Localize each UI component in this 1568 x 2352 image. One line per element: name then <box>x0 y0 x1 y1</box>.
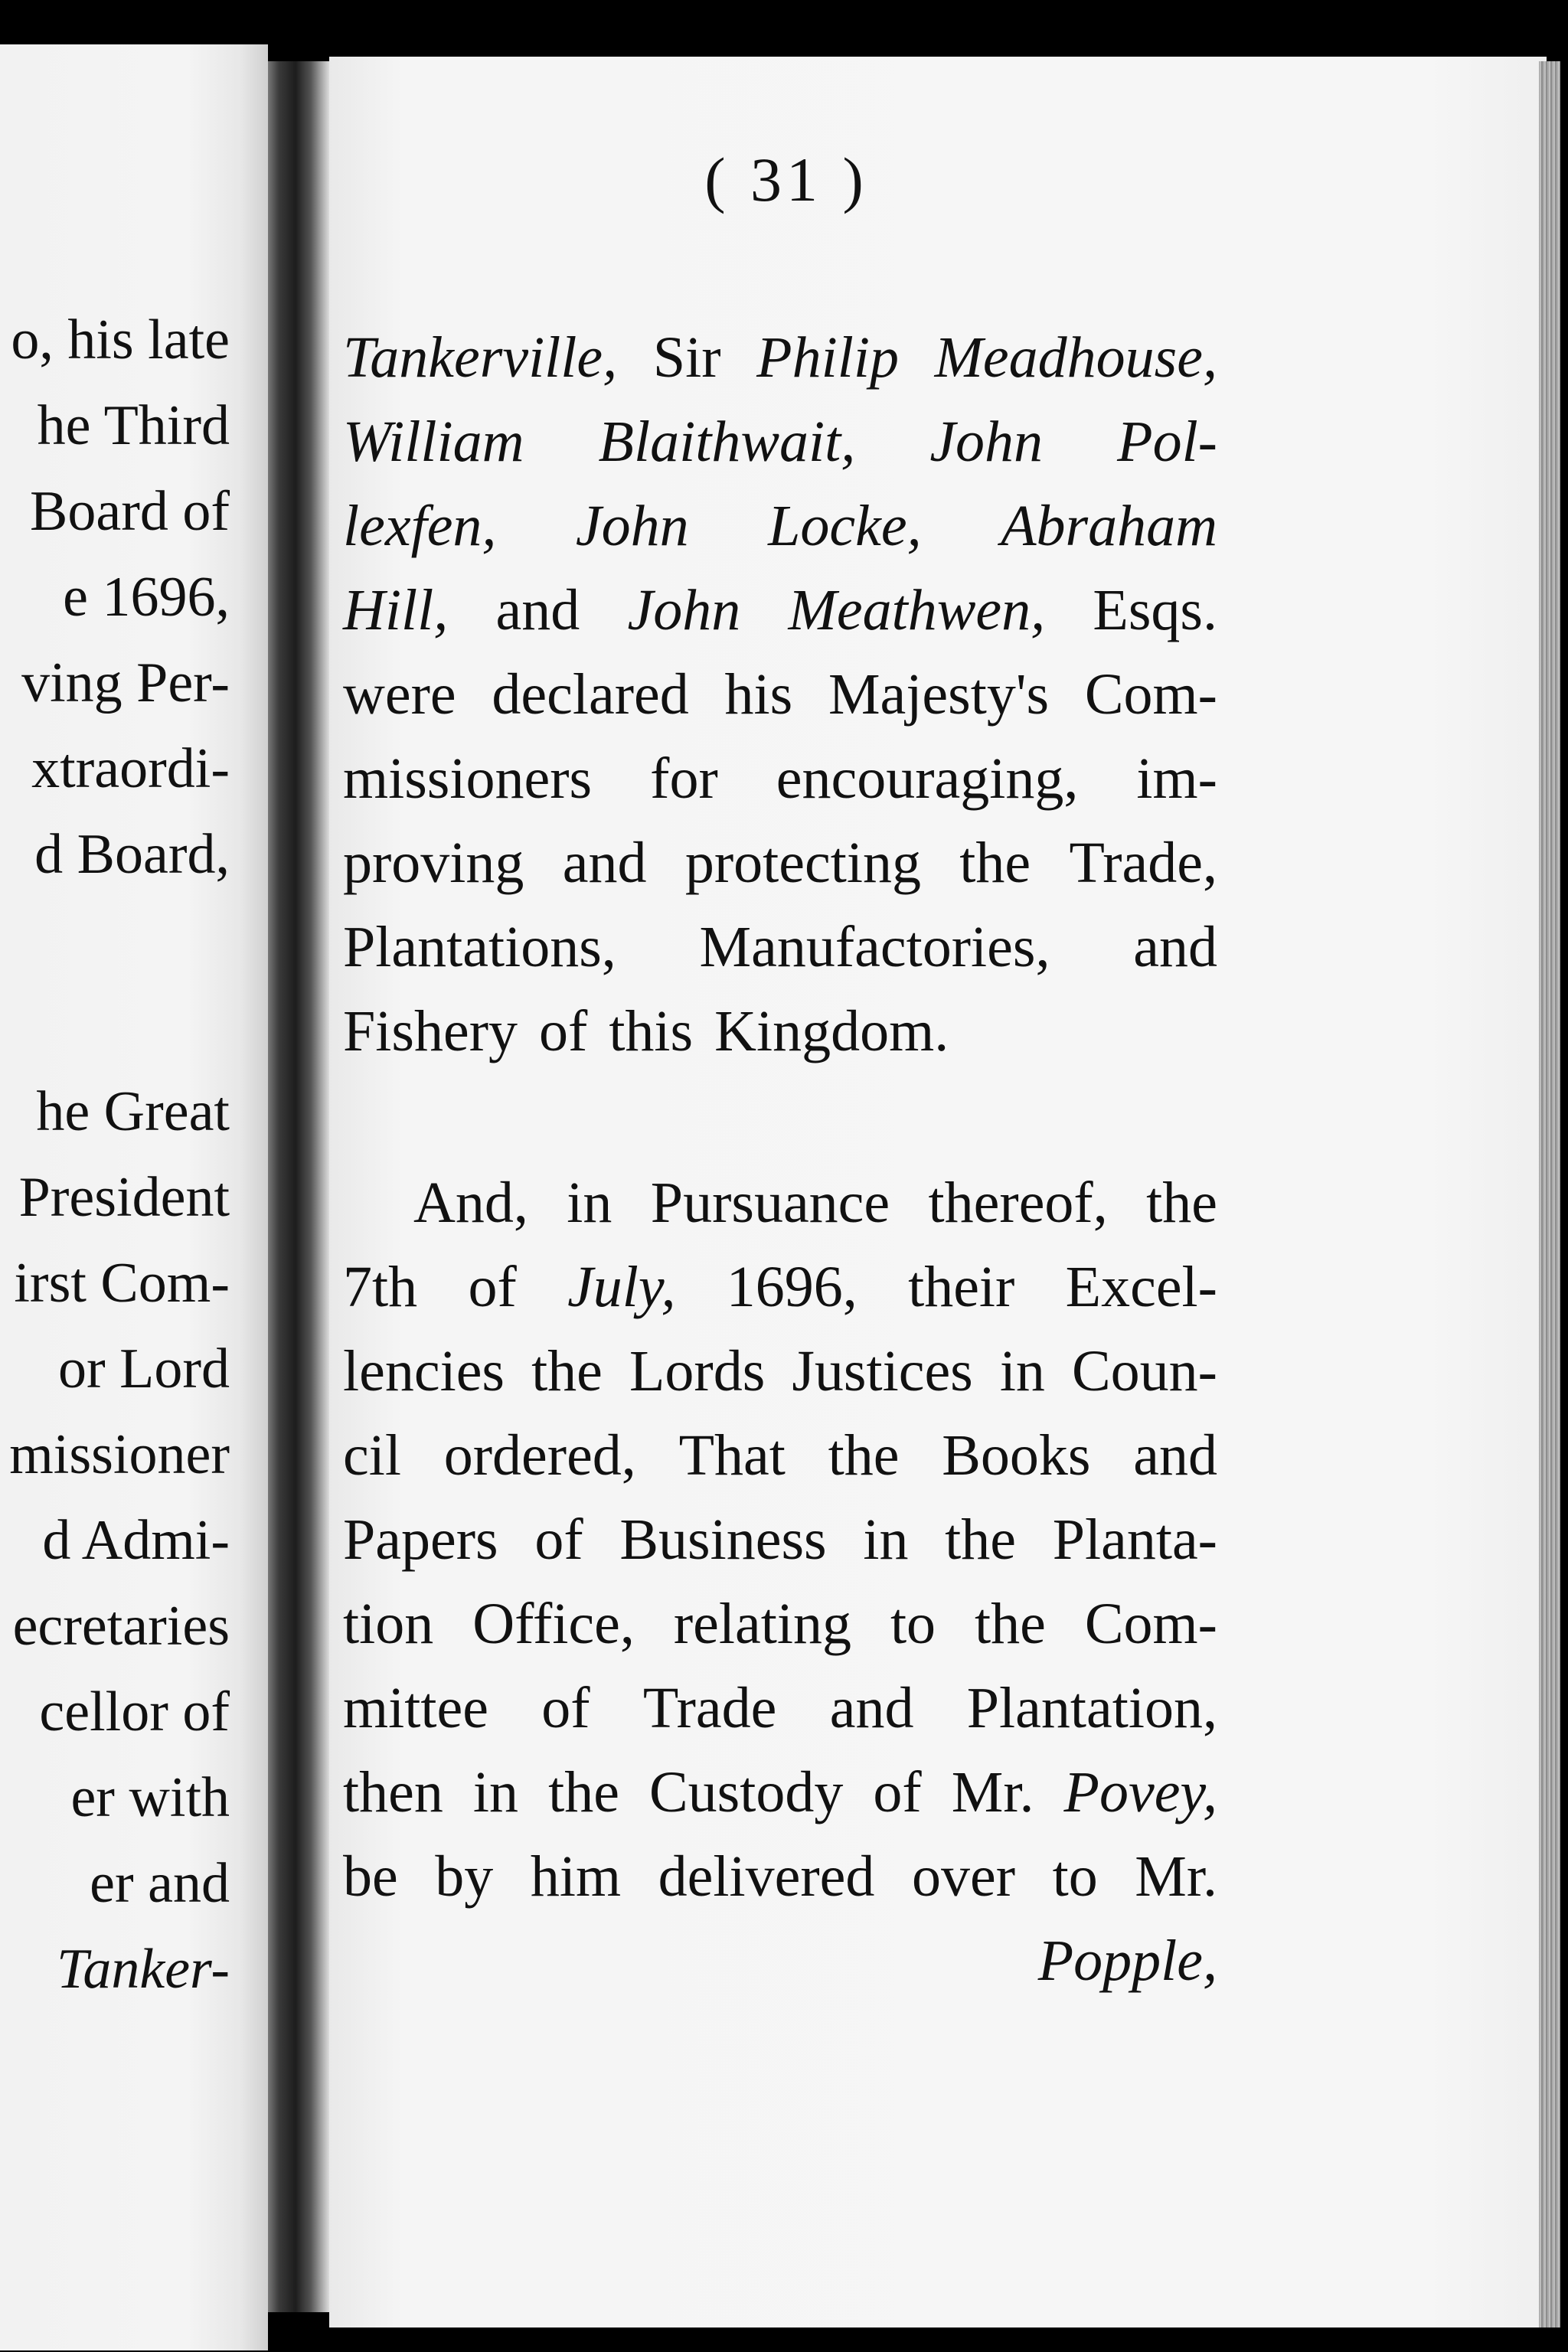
word: ordered, <box>443 1423 636 1488</box>
left-page-line: er with <box>70 1766 230 1829</box>
text-line <box>343 1498 1217 1582</box>
word: Business <box>619 1508 827 1572</box>
word: the <box>959 831 1031 895</box>
left-page-line: o, his late <box>11 309 230 371</box>
word: missioners <box>343 746 593 811</box>
left-page-line: Tanker- <box>56 1938 230 2001</box>
word: thereof, <box>928 1171 1108 1235</box>
word: Philip <box>756 325 899 390</box>
text-line <box>343 1834 1217 1919</box>
word: Plantation, <box>966 1676 1217 1740</box>
word: Meadhouse, <box>934 325 1217 390</box>
word: relating <box>673 1592 851 1656</box>
word: the <box>1146 1171 1217 1235</box>
left-page-line: xtraordi- <box>31 737 230 800</box>
word: in <box>472 1760 519 1824</box>
word: Abraham <box>1001 494 1217 558</box>
word: Blaithwait, <box>598 410 856 474</box>
page-edges <box>1539 61 1560 2328</box>
word: Kingdom. <box>714 999 949 1063</box>
word: delivered <box>658 1844 875 1909</box>
left-page-line: e 1696, <box>63 566 230 629</box>
word: That <box>678 1423 786 1488</box>
word: proving <box>343 831 524 895</box>
word: Locke, <box>768 494 922 558</box>
text-line <box>343 652 1217 737</box>
word: of <box>873 1760 922 1824</box>
word: Trade <box>642 1676 777 1740</box>
catchword-line <box>343 1919 1217 2003</box>
word: of <box>468 1255 517 1319</box>
word: for <box>650 746 718 811</box>
text-line <box>343 821 1217 905</box>
left-page-line: cellor of <box>39 1681 230 1743</box>
word: Office, <box>472 1592 635 1656</box>
left-page-line: he Third <box>37 394 230 457</box>
word: over <box>911 1844 1016 1909</box>
word: him <box>530 1844 622 1909</box>
word: William <box>343 410 524 474</box>
text-line <box>343 315 1217 400</box>
text-line <box>343 400 1217 484</box>
word: Manufactories, <box>699 915 1050 979</box>
word: declared <box>492 662 689 727</box>
text-line <box>343 1413 1217 1498</box>
word: the <box>548 1760 619 1824</box>
word: lexfen, <box>343 494 497 558</box>
word: in <box>999 1339 1045 1403</box>
word: im- <box>1136 746 1217 811</box>
text-line <box>343 1750 1217 1834</box>
word: be <box>343 1844 398 1909</box>
word: Hill, <box>343 578 449 642</box>
word: of <box>541 1676 590 1740</box>
book-gutter <box>268 61 329 2312</box>
word: mittee <box>343 1676 488 1740</box>
word: July, <box>567 1255 676 1319</box>
left-page-line: President <box>18 1166 230 1229</box>
text-line <box>343 1329 1217 1413</box>
word: of <box>534 1508 583 1572</box>
left-page-line: ecretaries <box>12 1595 230 1658</box>
word: Coun- <box>1071 1339 1217 1403</box>
word: the <box>531 1339 603 1403</box>
left-page <box>0 44 268 2350</box>
word: to <box>1052 1844 1098 1909</box>
word: and <box>562 831 647 895</box>
text-line <box>343 1582 1217 1666</box>
word: of <box>539 999 588 1063</box>
word: tion <box>343 1592 434 1656</box>
word: 7th <box>343 1255 418 1319</box>
left-page-line <box>0 897 230 983</box>
word: by <box>435 1844 494 1909</box>
word: Lords <box>629 1339 766 1403</box>
word: Mr. <box>1135 1844 1217 1909</box>
word: Justices <box>792 1339 973 1403</box>
word: this <box>609 999 694 1063</box>
word: lencies <box>343 1339 505 1403</box>
paragraph-gap <box>343 1073 1217 1161</box>
word: Plantations, <box>343 915 616 979</box>
text-line <box>343 737 1217 821</box>
word: and <box>829 1676 914 1740</box>
word: and <box>1133 915 1217 979</box>
left-page-line: Board of <box>30 480 230 543</box>
page-number: ( 31 ) <box>704 145 868 214</box>
word: Com- <box>1084 662 1217 727</box>
word: the <box>975 1592 1046 1656</box>
word: Excel- <box>1065 1255 1217 1319</box>
left-page-line <box>0 983 230 1069</box>
text-line <box>343 989 1217 1073</box>
text-line <box>343 1245 1217 1329</box>
word: Esqs. <box>1093 578 1217 642</box>
word: John <box>575 494 689 558</box>
word: cil <box>343 1423 401 1488</box>
left-page-line: he Great <box>36 1080 230 1143</box>
text-line <box>343 1161 1217 1245</box>
word: Majesty's <box>828 662 1050 727</box>
word: encouraging, <box>776 746 1079 811</box>
left-page-line: missioner <box>9 1423 230 1486</box>
word: protecting <box>684 831 921 895</box>
left-page-line: or Lord <box>58 1338 230 1400</box>
text-line <box>343 905 1217 989</box>
word: the <box>828 1423 900 1488</box>
word: and <box>1133 1423 1217 1488</box>
word: Mr. <box>951 1760 1034 1824</box>
word: John <box>929 410 1044 474</box>
word: the <box>945 1508 1017 1572</box>
word: Tankerville, <box>343 325 618 390</box>
word: their <box>908 1255 1015 1319</box>
left-page-line: irst Com- <box>14 1252 230 1315</box>
word: then <box>343 1760 443 1824</box>
word: Pol- <box>1117 410 1217 474</box>
text-line <box>343 484 1217 568</box>
left-page-line: d Board, <box>34 823 230 886</box>
word: Planta- <box>1052 1508 1217 1572</box>
word: John <box>627 578 741 642</box>
word: 1696, <box>726 1255 858 1319</box>
word: And, <box>413 1171 528 1235</box>
left-page-text <box>0 297 230 2012</box>
word: Trade, <box>1069 831 1217 895</box>
word: were <box>343 662 456 727</box>
left-page-line: d Admi- <box>42 1509 230 1572</box>
right-page-text <box>343 315 1217 2003</box>
word: in <box>567 1171 612 1235</box>
word: Pursuance <box>650 1171 890 1235</box>
word: Papers <box>343 1508 498 1572</box>
word: Sir <box>652 325 721 390</box>
word: Meathwen, <box>788 578 1046 642</box>
catchword: Popple, <box>1037 1929 1217 1993</box>
word: Fishery <box>343 999 518 1063</box>
left-page-line: ving Per- <box>21 652 230 714</box>
word: and <box>495 578 580 642</box>
word: to <box>890 1592 936 1656</box>
word: Books <box>942 1423 1091 1488</box>
word: Com- <box>1084 1592 1217 1656</box>
left-page-line: er and <box>90 1852 230 1915</box>
text-line <box>343 568 1217 652</box>
word: Povey, <box>1063 1760 1217 1824</box>
text-line <box>343 1666 1217 1750</box>
word: his <box>724 662 793 727</box>
word: in <box>863 1508 909 1572</box>
word: Custody <box>648 1760 844 1824</box>
